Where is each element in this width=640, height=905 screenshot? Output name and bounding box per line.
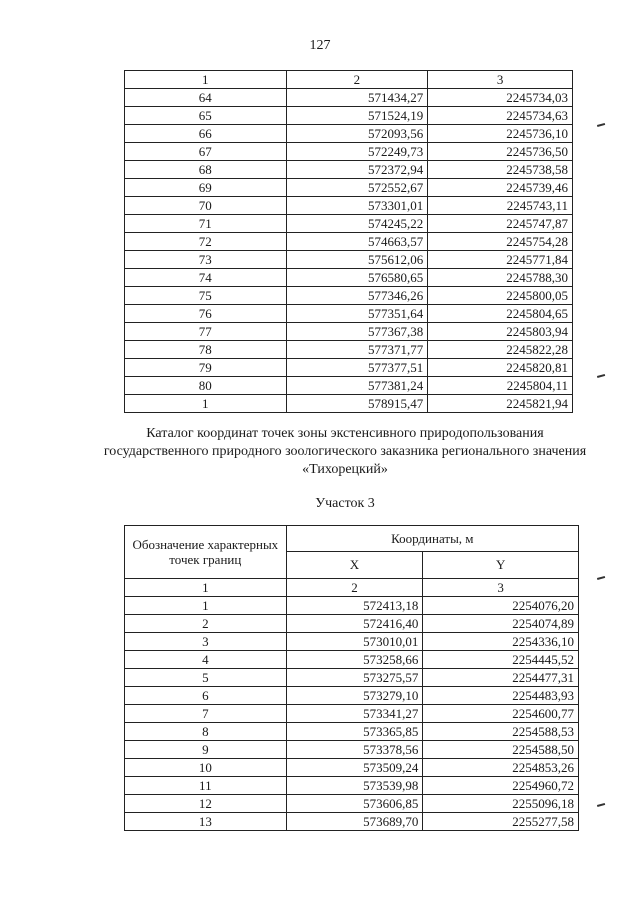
x-coordinate-cell: 573378,56 [286,741,423,759]
x-coordinate-cell: 572372,94 [286,161,428,179]
y-coordinate-cell: 2245804,11 [428,377,573,395]
point-number-cell: 80 [125,377,287,395]
y-coordinate-cell: 2245747,87 [428,215,573,233]
point-number-cell: 76 [125,305,287,323]
table-row [125,795,579,813]
y-coordinate-cell: 2245800,05 [428,287,573,305]
margin-mark [597,374,605,378]
y-coordinate-cell: 2245820,81 [428,359,573,377]
x-coordinate-cell: 574663,57 [286,233,428,251]
table-row [125,161,573,179]
section-label: Участок 3 [315,496,375,511]
y-coordinate-cell: 2254853,26 [423,759,579,777]
table-row [125,323,573,341]
margin-mark [597,123,605,127]
point-number-cell: 64 [125,89,287,107]
table-row [125,269,573,287]
point-number-cell: 70 [125,197,287,215]
table-row [125,179,573,197]
point-number-cell: 68 [125,161,287,179]
point-number-cell: 79 [125,359,287,377]
table-row [125,741,579,759]
point-number-cell: 13 [125,813,287,831]
x-coordinate-cell: 577381,24 [286,377,428,395]
y-coordinate-cell: 2254477,31 [423,669,579,687]
table-row [125,305,573,323]
x-coordinate-cell: 572552,67 [286,179,428,197]
x-coordinate-cell: 578915,47 [286,395,428,413]
column-header-x: X [286,552,423,579]
x-coordinate-cell: 571434,27 [286,89,428,107]
x-coordinate-cell: 577351,64 [286,305,428,323]
table-row [125,705,579,723]
column-number-header: 3 [423,579,579,597]
y-coordinate-cell: 2245743,11 [428,197,573,215]
x-coordinate-cell: 576580,65 [286,269,428,287]
column-header-coordinates: Координаты, м [286,526,578,552]
table-row [125,813,579,831]
y-coordinate-cell: 2255277,58 [423,813,579,831]
point-number-cell: 72 [125,233,287,251]
coordinates-table-section-3 [124,525,579,831]
x-coordinate-cell: 573301,01 [286,197,428,215]
table-row [125,395,573,413]
y-coordinate-cell: 2254588,50 [423,741,579,759]
y-coordinate-cell: 2254483,93 [423,687,579,705]
page-number: 127 [309,38,331,53]
x-coordinate-cell: 577367,38 [286,323,428,341]
table-row [125,143,573,161]
point-number-cell: 66 [125,125,287,143]
y-coordinate-cell: 2254074,89 [423,615,579,633]
table-row [125,633,579,651]
column-number-header: 1 [125,579,287,597]
table-row [125,723,579,741]
x-coordinate-cell: 575612,06 [286,251,428,269]
y-coordinate-cell: 2245738,58 [428,161,573,179]
y-coordinate-cell: 2245803,94 [428,323,573,341]
x-coordinate-cell: 572416,40 [286,615,423,633]
y-coordinate-cell: 2245736,50 [428,143,573,161]
point-number-cell: 7 [125,705,287,723]
y-coordinate-cell: 2254600,77 [423,705,579,723]
point-number-cell: 10 [125,759,287,777]
column-header-y: Y [423,552,579,579]
point-number-cell: 67 [125,143,287,161]
y-coordinate-cell: 2245734,63 [428,107,573,125]
point-number-cell: 74 [125,269,287,287]
table-row [125,89,573,107]
point-number-cell: 9 [125,741,287,759]
table-row [125,615,579,633]
table-row [125,377,573,395]
table-row [125,759,579,777]
column-number-header: 2 [286,579,423,597]
x-coordinate-cell: 573539,98 [286,777,423,795]
table-row [125,233,573,251]
x-coordinate-cell: 573010,01 [286,633,423,651]
point-number-cell: 3 [125,633,287,651]
y-coordinate-cell: 2245822,28 [428,341,573,359]
x-coordinate-cell: 571524,19 [286,107,428,125]
y-coordinate-cell: 2254588,53 [423,723,579,741]
y-coordinate-cell: 2254445,52 [423,651,579,669]
x-coordinate-cell: 572249,73 [286,143,428,161]
y-coordinate-cell: 2254336,10 [423,633,579,651]
point-number-cell: 12 [125,795,287,813]
y-coordinate-cell: 2245771,84 [428,251,573,269]
x-coordinate-cell: 573279,10 [286,687,423,705]
point-number-cell: 73 [125,251,287,269]
column-number-header: 2 [286,71,428,89]
y-coordinate-cell: 2245739,46 [428,179,573,197]
y-coordinate-cell: 2254960,72 [423,777,579,795]
y-coordinate-cell: 2245736,10 [428,125,573,143]
coordinates-table-continued [124,70,573,413]
point-number-cell: 75 [125,287,287,305]
table-header-row [125,71,573,89]
point-number-cell: 69 [125,179,287,197]
margin-mark [597,803,605,807]
x-coordinate-cell: 577346,26 [286,287,428,305]
point-number-cell: 78 [125,341,287,359]
point-number-cell: 6 [125,687,287,705]
table-row [125,687,579,705]
table-row [125,107,573,125]
x-coordinate-cell: 572413,18 [286,597,423,615]
table-row [125,125,573,143]
point-number-cell: 65 [125,107,287,125]
x-coordinate-cell: 573509,24 [286,759,423,777]
x-coordinate-cell: 573365,85 [286,723,423,741]
x-coordinate-cell: 573689,70 [286,813,423,831]
point-number-cell: 77 [125,323,287,341]
column-number-header: 1 [125,71,287,89]
y-coordinate-cell: 2245804,65 [428,305,573,323]
table-row [125,251,573,269]
column-header-points: Обозначение характерных точек границ [125,526,287,579]
table-row [125,669,579,687]
x-coordinate-cell: 573606,85 [286,795,423,813]
point-number-cell: 4 [125,651,287,669]
table-row [125,597,579,615]
y-coordinate-cell: 2245754,28 [428,233,573,251]
point-number-cell: 8 [125,723,287,741]
point-number-cell: 1 [125,395,287,413]
x-coordinate-cell: 573341,27 [286,705,423,723]
table-row [125,341,573,359]
y-coordinate-cell: 2245821,94 [428,395,573,413]
y-coordinate-cell: 2245788,30 [428,269,573,287]
margin-mark [597,576,605,580]
point-number-cell: 5 [125,669,287,687]
point-number-cell: 1 [125,597,287,615]
table-row [125,215,573,233]
y-coordinate-cell: 2255096,18 [423,795,579,813]
table-number-row [125,579,579,597]
y-coordinate-cell: 2245734,03 [428,89,573,107]
x-coordinate-cell: 577371,77 [286,341,428,359]
column-number-header: 3 [428,71,573,89]
catalog-title: Каталог координат точек зоны экстенсивного природопользования государственного природного зоологического заказника регионального значения «Тихорецкий» [103,426,587,477]
table-row [125,287,573,305]
y-coordinate-cell: 2254076,20 [423,597,579,615]
x-coordinate-cell: 573275,57 [286,669,423,687]
x-coordinate-cell: 573258,66 [286,651,423,669]
x-coordinate-cell: 572093,56 [286,125,428,143]
point-number-cell: 11 [125,777,287,795]
x-coordinate-cell: 574245,22 [286,215,428,233]
x-coordinate-cell: 577377,51 [286,359,428,377]
table-row [125,197,573,215]
table-row [125,651,579,669]
table-row [125,777,579,795]
point-number-cell: 71 [125,215,287,233]
table-row [125,359,573,377]
point-number-cell: 2 [125,615,287,633]
